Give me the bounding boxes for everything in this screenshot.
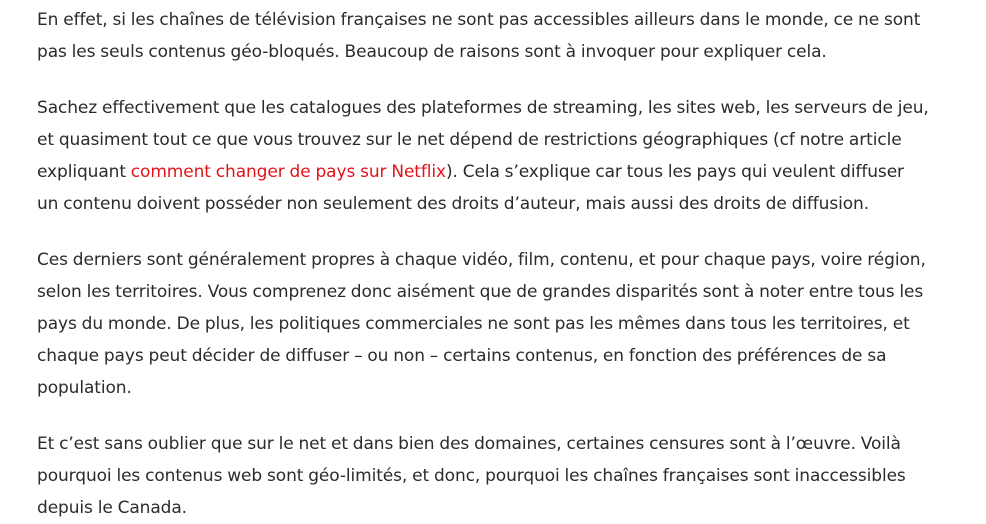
paragraph-text-after-link: ). Cela s’explique car tous les pays qui veulent diffuser un contenu doivent posséder non seulement des droits d’auteur, mais aussi des droits de diffusion. [37,162,904,214]
netflix-country-link[interactable]: comment changer de pays sur Netflix [130,162,446,182]
paragraph-broadcast-rights: Ces derniers sont généralement propres à chaque vidéo, film, contenu, et pour chaque pays, voire région, selon les territoires. Vous comprenez donc aisément que de grandes disparités sont à noter entre tous les pays du monde. De plus, les politiques commerciales ne sont pas les mêmes dans tous les territoires, et chaque pays peut décider de diffuser – ou non – certains contenus, en fonction des préférences de sa population. [37,250,926,398]
paragraph-text-before-link: Sachez effectivement que les catalogues des plateformes de streaming, les sites web, les serveurs de jeu, et quasiment tout ce que vous trouvez sur le net dépend de restrictions géographiques (cf notre article expliquant [37,98,929,182]
paragraph-geographic-restrictions [37,92,930,220]
paragraph-geo-blocked-content: En effet, si les chaînes de télévision françaises ne sont pas accessibles ailleurs dans le monde, ce ne sont pas les seuls contenus géo-bloqués. Beaucoup de raisons sont à invoquer pour expliquer cela. [37,10,921,62]
paragraph-censorship: Et c’est sans oublier que sur le net et dans bien des domaines, certaines censures sont à l’œuvre. Voilà pourquoi les contenus web sont géo-limités, et donc, pourquoi les chaînes françaises sont inaccessibles depuis le Canada. [37,434,906,518]
